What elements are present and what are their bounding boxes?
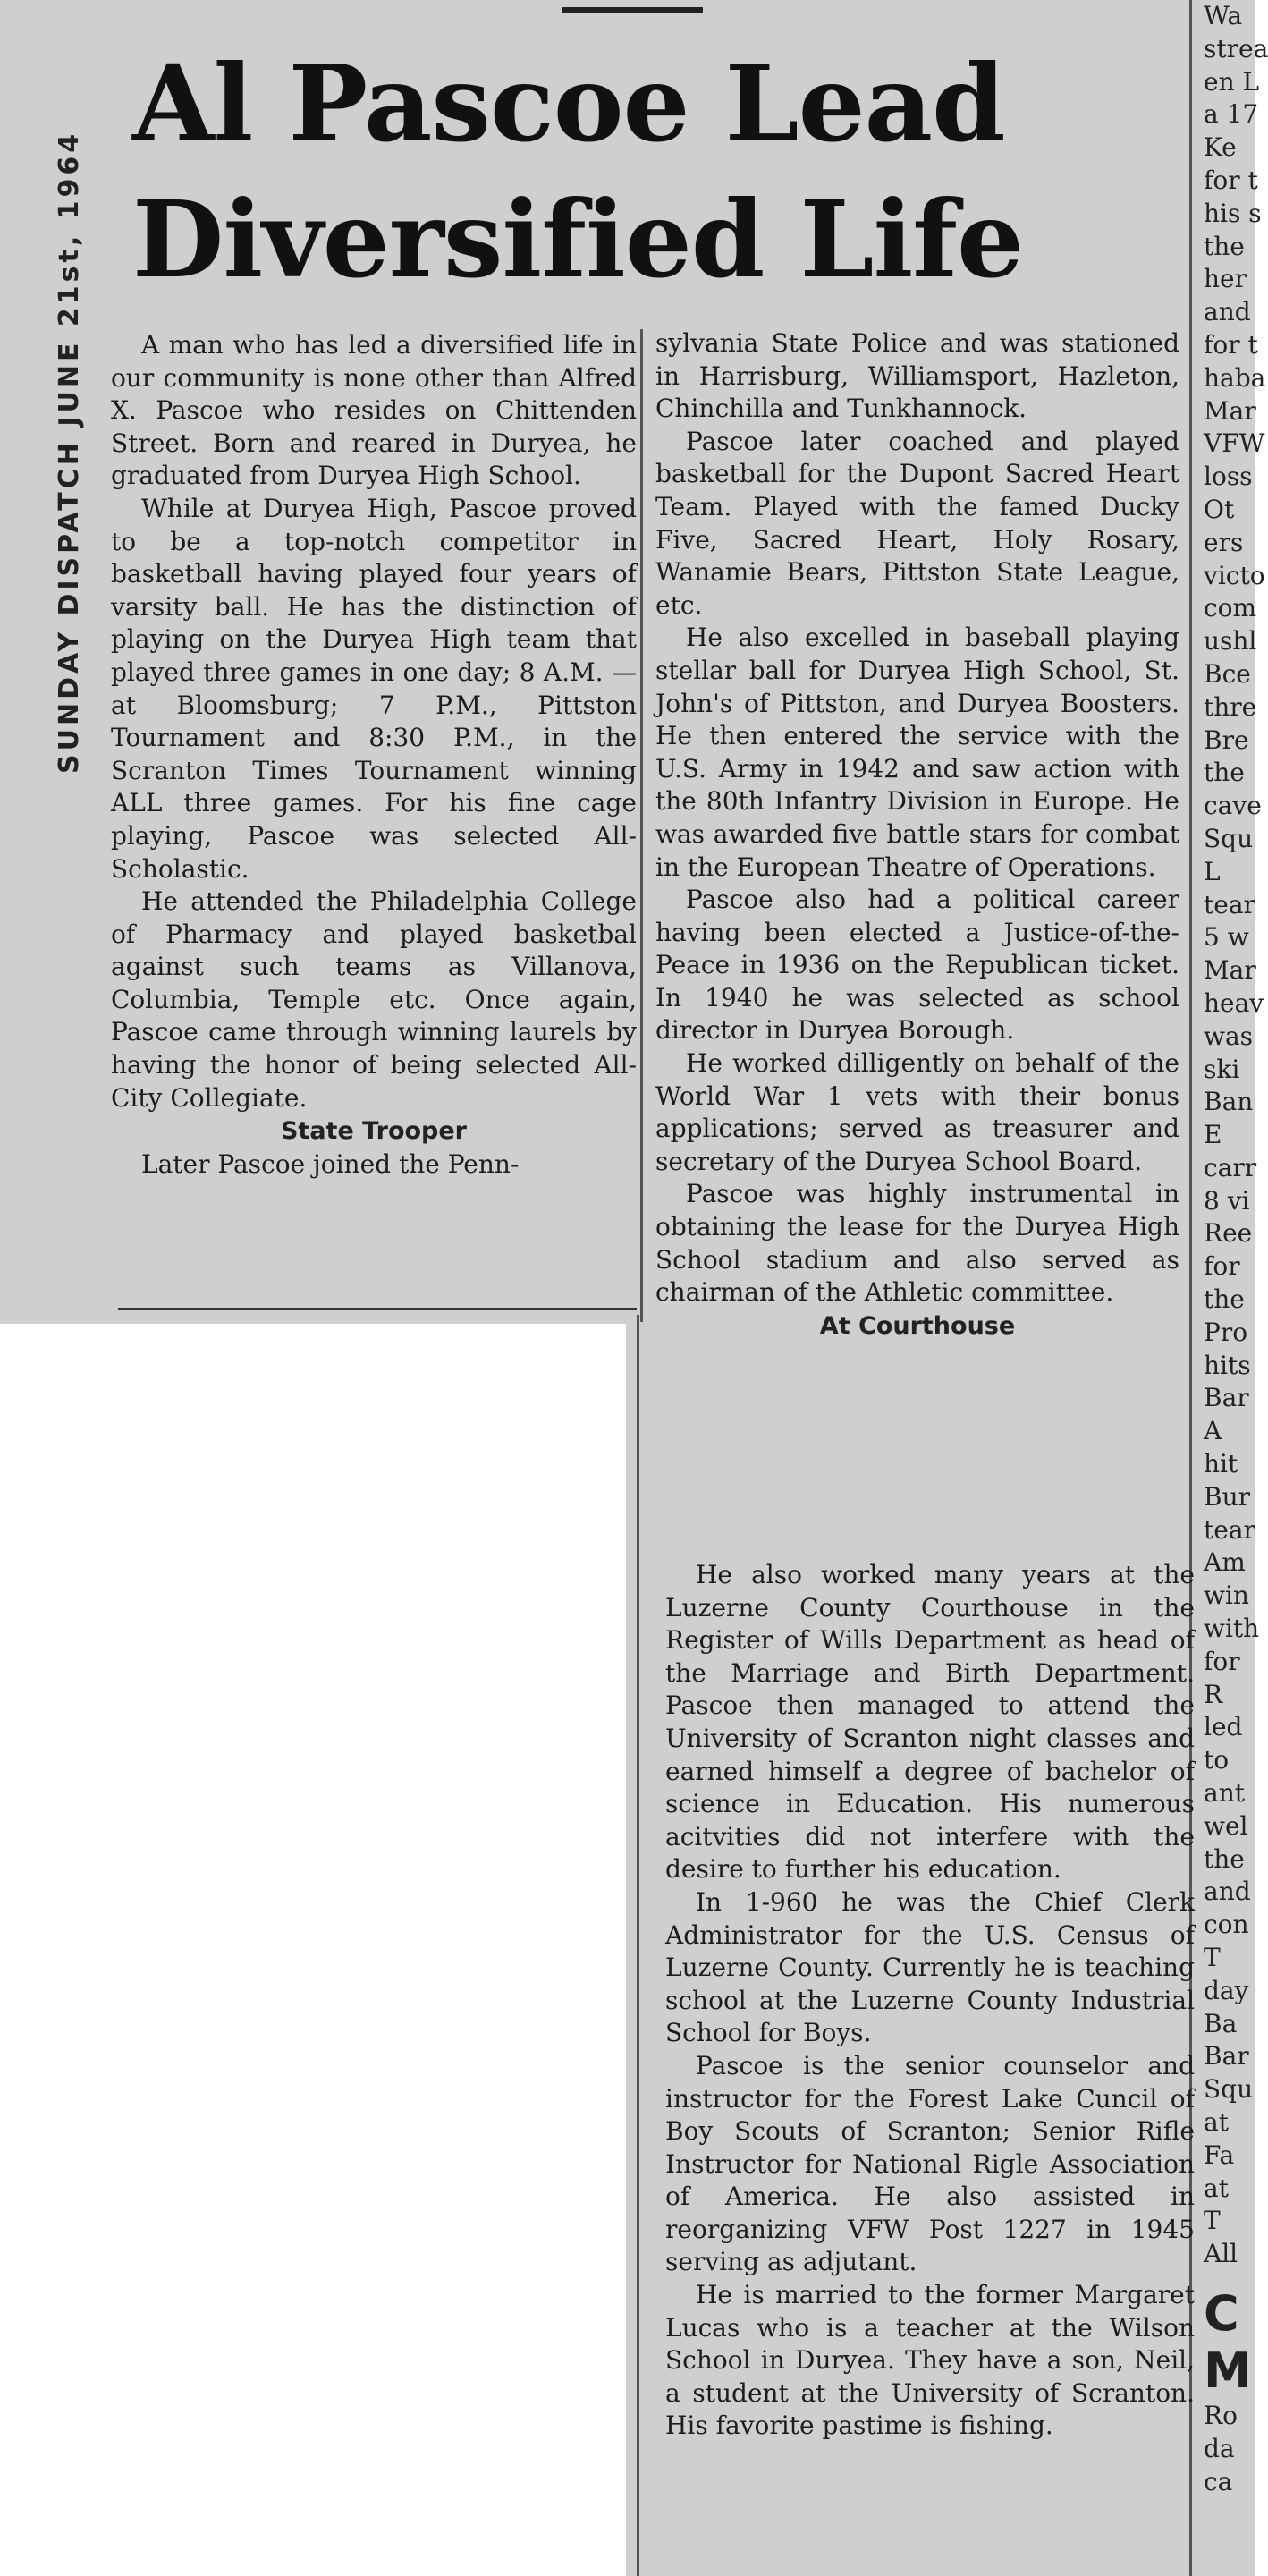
fragment-text: en L: [1204, 66, 1260, 97]
fragment-text: heav: [1204, 987, 1264, 1018]
article-column-2: [655, 327, 1179, 1343]
headline-line-1: Al Pascoe Lead: [132, 41, 1005, 165]
headline: [132, 36, 1161, 308]
paragraph: He also excelled in baseball playing stellar ball for Duryea High School, St. John's of Pittston, and Duryea Boosters. He then entered the service with the U.S. Army in 1942 and saw action with the 80th Infantry Division in Europe. He was awarded five battle stars for combat in the European Theatre of Operations.: [655, 623, 1179, 882]
fragment-text: victo: [1204, 560, 1265, 590]
fragment-text: Squ: [1204, 2074, 1254, 2105]
fragment-text: carr: [1204, 1152, 1257, 1182]
fragment-text: wel: [1204, 1810, 1248, 1841]
fragment-text: Mar: [1204, 395, 1256, 426]
fragment-text: R: [1204, 1679, 1223, 1709]
fragment-text: Bar: [1204, 1383, 1249, 1413]
fragment-text: Ot: [1204, 494, 1235, 524]
fragment-text: her: [1204, 264, 1247, 294]
fragment-text: da: [1204, 2433, 1235, 2463]
fragment-text: and: [1204, 297, 1251, 327]
paragraph: Pascoe is the senior counselor and instructor for the Forest Lake Cuncil of Boy Scouts of Scranton; Senior Rifle Instructor for National Rigle Association of America. He also assisted in reorganizing VFW Post 1227 in 1945 serving as adjutant.: [665, 2050, 1195, 2277]
fragment-text: the: [1204, 758, 1245, 788]
paragraph: sylvania State Police and was stationed in Harrisburg, Williamsport, Hazleton, Chinchilla and Tunkhannock.: [655, 328, 1179, 424]
fragment-text: Bur: [1204, 1481, 1250, 1512]
fragment-text: Fa: [1204, 2140, 1235, 2170]
fragment-text: Ro: [1204, 2400, 1238, 2430]
paragraph: Pascoe later coached and played basketball for the Dupont Sacred Heart Team. Played with the famed Ducky Five, Sacred Heart, Holy Rosary, Wanamie Bears, Pittston State League, etc.: [655, 426, 1179, 620]
fragment-text: hits: [1204, 1350, 1251, 1380]
fragment-text: Ba: [1204, 2008, 1238, 2038]
fragment-text: L: [1204, 856, 1221, 886]
paragraph: Later Pascoe joined the Penn-: [141, 1149, 520, 1180]
fragment-text: for t: [1204, 165, 1258, 195]
fragment-text: the: [1204, 1284, 1245, 1315]
paragraph: Pascoe was highly instrumental in obtaining the lease for the Duryea High School stadium and also served as chairman of the Athletic committee.: [655, 1179, 1179, 1308]
column-end-rule: [118, 1308, 637, 1310]
fragment-text: 5 w: [1204, 922, 1249, 953]
fragment-text: C: [1204, 2284, 1239, 2342]
article-column-1: [111, 329, 637, 1182]
paragraph: In 1-960 he was the Chief Clerk Administrator for the U.S. Census of Luzerne County. Currently he is teaching school at the Luzerne County Industrial School for Boys.: [665, 1886, 1195, 2048]
fragment-text: the: [1204, 231, 1245, 261]
fragment-text: a 17: [1204, 99, 1259, 130]
fragment-text: com: [1204, 593, 1257, 623]
fragment-text: at: [1204, 2173, 1229, 2203]
blank-area: [0, 1324, 626, 2576]
fragment-text: Ree: [1204, 1218, 1253, 1249]
top-rule: [562, 7, 703, 13]
fragment-text: A: [1204, 1416, 1222, 1446]
paragraph: While at Duryea High, Pascoe proved to be a top-notch competitor in basketball having played four years of varsity ball. He has the distinction of playing on the Duryea High team that played three games in one day; 8 A.M. — at Bloomsburg; 7 P.M., Pittston Tournament and 8:30 P.M., in the Scranton Times Tournament winning ALL three games. For his fine cage playing, Pascoe was selected All-Scholastic.: [111, 493, 637, 884]
fragment-text: Mar: [1204, 955, 1256, 986]
fragment-text: Ke: [1204, 132, 1237, 163]
fragment-text: for t: [1204, 329, 1258, 360]
fragment-text: for: [1204, 1251, 1240, 1282]
fragment-text: Bce: [1204, 658, 1251, 689]
fragment-text: win: [1204, 1580, 1249, 1611]
fragment-text: Bre: [1204, 724, 1249, 755]
fragment-text: ski: [1204, 1054, 1240, 1084]
fragment-text: to: [1204, 1745, 1230, 1775]
paragraph: He attended the Philadelphia College of Pharmacy and played basketbal against such teams as Villanova, Columbia, Temple etc. Once again, Pascoe came through winning laurels by having the honor of being selected All-City Collegiate.: [111, 886, 637, 1113]
paragraph: Pascoe also had a political career having been elected a Justice-of-the-Peace in 1936 on the Republican ticket. In 1940 he was selected as school director in Duryea Borough.: [655, 885, 1179, 1046]
fragment-text: T: [1204, 1943, 1221, 1973]
column-divider: [637, 1315, 639, 2576]
subhead: At Courthouse: [819, 1311, 1016, 1340]
fragment-text: E: [1204, 1120, 1222, 1150]
fragment-text: day: [1204, 1975, 1249, 2005]
fragment-text: M: [1204, 2342, 1252, 2399]
fragment-text: ca: [1204, 2466, 1233, 2496]
paragraph: He also worked many years at the Luzerne County Courthouse in the Register of Wills Department as head of the Marriage and Birth Department. Pascoe then managed to attend the University of Scranton night classes and earned himself a degree of bachelor of science in Education. His numerous acitvities did not interfere with the desire to further his education.: [665, 1560, 1195, 1885]
paragraph: He is married to the former Margaret Lucas who is a teacher at the Wilson School in Duryea. They have a son, Neil, a student at the University of Scranton. His favorite pastime is fishing.: [665, 2280, 1195, 2441]
fragment-text: 8 vi: [1204, 1185, 1250, 1216]
fragment-text: at: [1204, 2107, 1229, 2137]
fragment-text: tear: [1204, 889, 1255, 919]
fragment-text: with: [1204, 1614, 1260, 1644]
fragment-text: led: [1204, 1712, 1243, 1742]
fragment-text: cave: [1204, 791, 1262, 821]
fragment-text: his s: [1204, 198, 1262, 228]
fragment-text: Pro: [1204, 1317, 1248, 1347]
fragment-text: Am: [1204, 1547, 1246, 1578]
fragment-text: haba: [1204, 362, 1266, 393]
column-divider: [640, 329, 643, 1322]
fragment-text: Squ: [1204, 823, 1254, 853]
fragment-text: the: [1204, 1843, 1245, 1874]
fragment-text: Ban: [1204, 1087, 1254, 1117]
fragment-text: ushl: [1204, 626, 1257, 657]
headline-line-2: Diversified Life: [132, 177, 1024, 301]
fragment-text: ers: [1204, 527, 1244, 557]
fragment-text: tear: [1204, 1514, 1255, 1545]
fragment-text: loss: [1204, 462, 1253, 492]
subhead: State Trooper: [280, 1117, 467, 1146]
fragment-text: con: [1204, 1910, 1249, 1940]
fragment-text: was: [1204, 1021, 1254, 1051]
fragment-text: ant: [1204, 1778, 1245, 1809]
paragraph: He worked dilligently on behalf of the World War 1 vets with their bonus applications; served as treasurer and secretary of the Duryea School Board.: [655, 1048, 1179, 1176]
fragment-text: hit: [1204, 1449, 1238, 1479]
fragment-text: thre: [1204, 691, 1257, 722]
fragment-text: All: [1204, 2239, 1238, 2269]
fragment-text: Wa: [1204, 1, 1243, 30]
dateline: SUNDAY DISPATCH JUNE 21st, 1964: [54, 130, 85, 774]
fragment-text: T: [1204, 2206, 1221, 2236]
fragment-text: strea: [1204, 33, 1268, 64]
fragment-text: Bar: [1204, 2041, 1249, 2072]
fragment-text: for: [1204, 1646, 1240, 1676]
article-column-3: [665, 1559, 1195, 2443]
fragment-text: VFW: [1204, 428, 1265, 459]
adjacent-article-fragments: [1204, 0, 1268, 2576]
fragment-text: and: [1204, 1877, 1251, 1907]
paragraph: A man who has led a diversified life in our community is none other than Alfred X. Pascoe who resides on Chittenden Street. Born and reared in Duryea, he graduated from Duryea High School.: [111, 330, 637, 491]
